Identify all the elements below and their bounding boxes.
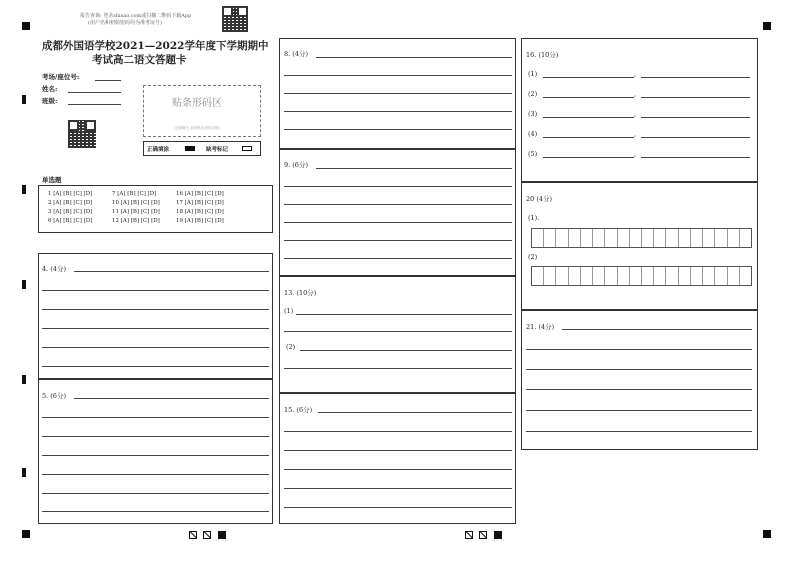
choice-row[interactable]: 19 [A] [B] [C] [D] <box>176 218 224 224</box>
answer-line[interactable] <box>543 97 634 98</box>
q5-label: 5. (6分) <box>42 392 66 400</box>
room-seat-label: 考场/座位号: <box>42 73 80 81</box>
answer-line[interactable] <box>42 347 269 348</box>
q9-label: 9. (6分) <box>284 161 308 169</box>
choice-row[interactable]: 10 [A] [B] [C] [D] <box>112 200 160 206</box>
q16-label: 16. (10分) <box>526 51 559 59</box>
q16-item-label: (4) <box>528 130 538 138</box>
answer-line[interactable] <box>641 137 750 138</box>
page-marker-hatched-icon <box>189 531 197 539</box>
room-seat-field[interactable] <box>95 80 121 81</box>
answer-line[interactable] <box>284 450 512 451</box>
answer-line[interactable] <box>526 369 752 370</box>
answer-line[interactable] <box>284 368 512 369</box>
answer-line[interactable] <box>296 314 512 315</box>
answer-line[interactable] <box>42 474 269 475</box>
answer-line[interactable] <box>74 398 269 399</box>
answer-line[interactable] <box>318 412 512 413</box>
answer-line[interactable] <box>284 75 512 76</box>
empty-box-icon[interactable] <box>242 146 252 151</box>
answer-line[interactable] <box>284 222 512 223</box>
edge-mark <box>22 95 26 104</box>
barcode-hint: (正面朝上,切勿贴出虚线方框) <box>174 126 220 130</box>
page-marker-hatched-icon <box>465 531 473 539</box>
class-label: 班级: <box>42 97 58 105</box>
edge-mark <box>22 375 26 384</box>
answer-line[interactable] <box>284 488 512 489</box>
name-field[interactable] <box>68 92 121 93</box>
q16-separator: , <box>634 70 637 78</box>
answer-line[interactable] <box>284 240 512 241</box>
answer-line[interactable] <box>284 204 512 205</box>
choice-section-label: 单选题 <box>42 176 62 184</box>
app-qr-code-icon <box>222 6 248 32</box>
answer-line[interactable] <box>74 271 269 272</box>
edge-mark <box>22 468 26 477</box>
corner-mark <box>763 22 771 30</box>
answer-line[interactable] <box>641 97 750 98</box>
choice-row[interactable]: 1 [A] [B] [C] [D] <box>48 191 93 197</box>
page-marker-filled-icon <box>494 531 502 539</box>
choice-row[interactable]: 3 [A] [B] [C] [D] <box>48 209 93 215</box>
correct-fill-label: 正确填涂 <box>147 147 170 153</box>
choice-box <box>38 185 273 233</box>
choice-row[interactable]: 16 [A] [B] [C] [D] <box>176 191 224 197</box>
choice-row[interactable]: 11 [A] [B] [C] [D] <box>112 209 160 215</box>
answer-line[interactable] <box>42 417 269 418</box>
answer-line[interactable] <box>543 157 634 158</box>
barcode-area <box>143 85 261 137</box>
report-notice: 报告查询: 登录shisao.com或扫描二维码下载App <box>80 13 192 19</box>
card-title: 成都外国语学校2021—2022学年度下学期期中 <box>42 40 269 52</box>
answer-line[interactable] <box>316 168 512 169</box>
name-label: 姓名: <box>42 85 58 93</box>
choice-row[interactable]: 12 [A] [B] [C] [D] <box>112 218 160 224</box>
answer-line[interactable] <box>641 117 750 118</box>
choice-row[interactable]: 18 [A] [B] [C] [D] <box>176 209 224 215</box>
class-field[interactable] <box>68 104 121 105</box>
corner-mark <box>763 530 771 538</box>
page-marker-hatched-icon <box>479 531 487 539</box>
corner-mark <box>22 22 30 30</box>
answer-line[interactable] <box>284 258 512 259</box>
q16-item-label: (5) <box>528 150 538 158</box>
q15-label: 15. (6分) <box>284 406 313 414</box>
answer-line[interactable] <box>543 137 634 138</box>
page-marker-hatched-icon <box>203 531 211 539</box>
q16-item-label: (2) <box>528 90 538 98</box>
q16-separator: , <box>634 130 637 138</box>
answer-line[interactable] <box>284 93 512 94</box>
answer-line[interactable] <box>284 186 512 187</box>
choice-row[interactable]: 2 [A] [B] [C] [D] <box>48 200 93 206</box>
answer-line[interactable] <box>284 507 512 508</box>
answer-line[interactable] <box>284 111 512 112</box>
q16-item-label: (3) <box>528 110 538 118</box>
answer-line[interactable] <box>543 77 634 78</box>
answer-line[interactable] <box>284 431 512 432</box>
answer-line[interactable] <box>42 366 269 367</box>
answer-line[interactable] <box>641 157 750 158</box>
answer-line[interactable] <box>316 57 512 58</box>
answer-line[interactable] <box>42 511 269 512</box>
answer-line[interactable] <box>526 349 752 350</box>
choice-row[interactable]: 17 [A] [B] [C] [D] <box>176 200 224 206</box>
q20-char-grid-1[interactable] <box>531 228 752 248</box>
q16-item-label: (1) <box>528 70 538 78</box>
answer-line[interactable] <box>42 309 269 310</box>
password-notice: (用户名和初始密码均为准考证号) <box>88 20 162 26</box>
student-qr-code-icon <box>68 120 96 148</box>
q20-part2-label: (2) <box>528 253 538 261</box>
q16-separator: , <box>634 150 637 158</box>
answer-line[interactable] <box>526 410 752 411</box>
q20-char-grid-2[interactable] <box>531 266 752 286</box>
fill-example <box>143 141 261 156</box>
answer-line[interactable] <box>42 328 269 329</box>
card-subtitle: 考试高二语文答题卡 <box>92 54 187 66</box>
answer-line[interactable] <box>42 436 269 437</box>
answer-line[interactable] <box>42 455 269 456</box>
answer-line[interactable] <box>543 117 634 118</box>
answer-line[interactable] <box>641 77 750 78</box>
answer-line[interactable] <box>300 350 512 351</box>
choice-row[interactable]: 7 [A] [B] [C] [D] <box>112 191 157 197</box>
answer-line[interactable] <box>526 431 752 432</box>
answer-line[interactable] <box>526 389 752 390</box>
answer-line[interactable] <box>284 469 512 470</box>
corner-mark <box>22 530 30 538</box>
q21-label: 21. (4分) <box>526 323 555 331</box>
q5-answer-box <box>38 379 273 524</box>
answer-line[interactable] <box>284 331 512 332</box>
absent-mark-label: 缺考标记 <box>206 147 229 153</box>
q16-answer-box <box>521 38 758 182</box>
page-marker-filled-icon <box>218 531 226 539</box>
q16-separator: , <box>634 110 637 118</box>
q21-answer-box <box>521 310 758 450</box>
choice-row[interactable]: 6 [A] [B] [C] [D] <box>48 218 93 224</box>
q13-part2-label: (2) <box>286 343 296 351</box>
q4-label: 4. (4分) <box>42 265 66 273</box>
q13-part1-label: (1) <box>284 307 294 315</box>
barcode-title: 贴条形码区 <box>172 98 222 109</box>
q20-label: 20 (4分) <box>526 195 553 203</box>
answer-line[interactable] <box>42 290 269 291</box>
answer-line[interactable] <box>284 129 512 130</box>
answer-line[interactable] <box>42 493 269 494</box>
edge-mark <box>22 185 26 194</box>
q13-label: 13. (10分) <box>284 289 317 297</box>
q8-label: 8. (4分) <box>284 50 308 58</box>
answer-line[interactable] <box>562 329 752 330</box>
q20-part1-label: (1). <box>528 214 540 222</box>
q16-separator: , <box>634 90 637 98</box>
edge-mark <box>22 280 26 289</box>
filled-box-icon <box>185 146 195 151</box>
